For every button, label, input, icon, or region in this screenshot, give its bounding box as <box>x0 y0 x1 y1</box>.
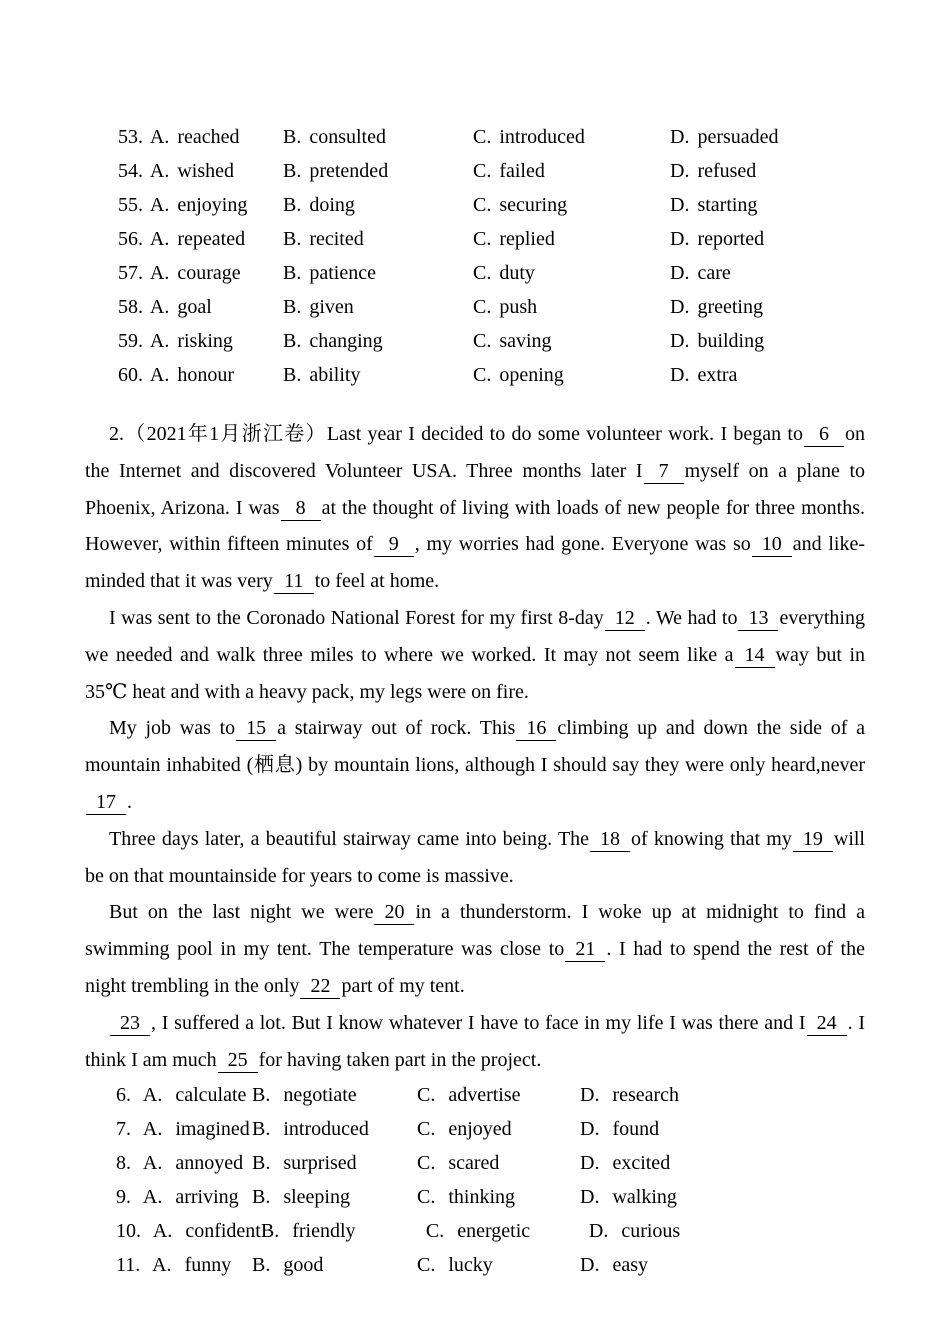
option-row <box>116 1146 865 1180</box>
option-cell: B. sleeping <box>252 1186 350 1209</box>
option-row <box>116 1078 865 1112</box>
blank-12: 12 <box>605 607 645 631</box>
blank-18: 18 <box>590 828 630 852</box>
option-cell: C. securing <box>473 194 568 216</box>
blank-16: 16 <box>516 717 556 741</box>
option-cell: C. failed <box>473 160 545 182</box>
option-cell: D. building <box>670 330 765 352</box>
blank-25: 25 <box>218 1049 258 1073</box>
option-cell: 11. A. funny <box>116 1254 232 1277</box>
blank-11: 11 <box>274 570 314 594</box>
option-cell: 57. A. courage <box>118 262 241 284</box>
option-cell: 6. A. calculate <box>116 1084 247 1107</box>
option-cell: B. given <box>283 296 354 318</box>
blank-8: 8 <box>281 497 321 521</box>
option-cell: 56. A. repeated <box>118 228 246 250</box>
option-row <box>118 256 865 290</box>
option-cell: D. research <box>580 1084 680 1107</box>
option-cell: B. surprised <box>252 1152 357 1175</box>
option-cell: 10. A. confident <box>116 1220 261 1243</box>
option-row <box>116 1180 865 1214</box>
option-cell: C. duty <box>473 262 535 284</box>
option-cell: 7. A. imagined <box>116 1118 250 1141</box>
option-cell: C. thinking <box>417 1186 516 1209</box>
option-row <box>118 358 865 392</box>
passage-paragraph-1: 2.（2021年1月浙江卷）Last year I decided to do some volunteer work. I began to 6 on the Internet and discovered Volunteer USA. Three months later I 7 myself on a plane to Phoenix, Arizona. I was 8 at the thought of living with loads of new people for three months. However, within fifteen minutes of 9 , my worries had gone. Everyone was so 10 and like-minded that it was very 11 to feel at home. <box>85 423 865 593</box>
passage-paragraph-3: My job was to 15 a stairway out of rock. This 16 climbing up and down the side of a mountain inhabited (栖息) by mountain lions, although I should say they were only heard,never17 . <box>85 717 865 813</box>
blank-7: 7 <box>644 460 684 484</box>
blank-23: 23 <box>110 1012 150 1036</box>
option-cell: C. advertise <box>417 1084 521 1107</box>
option-cell: D. found <box>580 1118 660 1141</box>
option-cell: D. starting <box>670 194 758 216</box>
option-cell: D. walking <box>580 1186 677 1209</box>
option-row <box>116 1214 865 1248</box>
option-cell: 53. A. reached <box>118 126 240 148</box>
option-row <box>118 290 865 324</box>
option-cell: B. introduced <box>252 1118 369 1141</box>
option-cell: 59. A. risking <box>118 330 233 352</box>
option-cell: D. excited <box>580 1152 671 1175</box>
option-cell: B. patience <box>283 262 376 284</box>
option-cell: D. reported <box>670 228 765 250</box>
option-cell: D. refused <box>670 160 757 182</box>
option-cell: 8. A. annoyed <box>116 1152 244 1175</box>
blank-10: 10 <box>752 533 792 557</box>
option-cell: 60. A. honour <box>118 364 234 386</box>
blank-13: 13 <box>738 607 778 631</box>
option-cell: D. persuaded <box>670 126 779 148</box>
blank-22: 22 <box>300 975 340 999</box>
option-cell: B. recited <box>283 228 364 250</box>
option-cell: D. curious <box>588 1220 681 1243</box>
passage-paragraph-6: 23 , I suffered a lot. But I know whatever I have to face in my life I was there and I 24 . I think I am much 25 for having taken part in the project. <box>85 1011 865 1071</box>
passage-paragraph-5: But on the last night we were 20 in a thunderstorm. I woke up at midnight to find a swimming pool in my tent. The temperature was close to 21 . I had to spend the rest of the night trembling in the only 22 part of my tent. <box>85 901 865 997</box>
option-row <box>118 154 865 188</box>
option-cell: D. extra <box>670 364 738 386</box>
options-block-53-60 <box>118 120 865 392</box>
option-cell: D. care <box>670 262 731 284</box>
blank-9: 9 <box>374 533 414 557</box>
option-row <box>118 120 865 154</box>
option-row <box>118 222 865 256</box>
option-cell: 9. A. arriving <box>116 1186 239 1209</box>
option-row <box>118 188 865 222</box>
option-cell: B. good <box>252 1254 324 1277</box>
option-cell: 58. A. goal <box>118 296 212 318</box>
option-cell: C. opening <box>473 364 564 386</box>
options-block-6-11 <box>116 1078 865 1282</box>
option-cell: C. replied <box>473 228 555 250</box>
blank-24: 24 <box>807 1012 847 1036</box>
option-cell: B. friendly <box>260 1220 356 1243</box>
option-cell: C. lucky <box>417 1254 493 1277</box>
blank-17: 17 <box>86 791 126 815</box>
option-cell: C. saving <box>473 330 552 352</box>
option-cell: C. enjoyed <box>417 1118 512 1141</box>
blank-20: 20 <box>374 901 414 925</box>
cloze-passage <box>85 416 865 1078</box>
blank-14: 14 <box>735 644 775 668</box>
blank-6: 6 <box>804 423 844 447</box>
option-cell: C. introduced <box>473 126 585 148</box>
option-row <box>118 324 865 358</box>
option-cell: B. consulted <box>283 126 386 148</box>
option-cell: 55. A. enjoying <box>118 194 248 216</box>
option-cell: B. ability <box>283 364 361 386</box>
option-cell: B. pretended <box>283 160 389 182</box>
option-cell: 54. A. wished <box>118 160 234 182</box>
option-row <box>116 1248 865 1282</box>
option-cell: C. push <box>473 296 538 318</box>
passage-paragraph-4: Three days later, a beautiful stairway came into being. The 18 of knowing that my 19 will be on that mountainside for years to come is massive. <box>85 827 865 887</box>
blank-21: 21 <box>565 938 605 962</box>
blank-15: 15 <box>236 717 276 741</box>
option-cell: C. energetic <box>425 1220 531 1243</box>
passage-paragraph-2: I was sent to the Coronado National Forest for my first 8-day 12 . We had to 13 everything we needed and walk three miles to where we worked. It may not seem like a 14 way but in 35℃ heat and with a heavy pack, my legs were on fire. <box>85 606 866 703</box>
option-cell: B. negotiate <box>252 1084 357 1107</box>
option-cell: D. easy <box>580 1254 648 1277</box>
blank-19: 19 <box>793 828 833 852</box>
option-cell: B. changing <box>283 330 383 352</box>
option-row <box>116 1112 865 1146</box>
option-cell: D. greeting <box>670 296 763 318</box>
option-cell: C. scared <box>417 1152 500 1175</box>
option-cell: B. doing <box>283 194 355 216</box>
